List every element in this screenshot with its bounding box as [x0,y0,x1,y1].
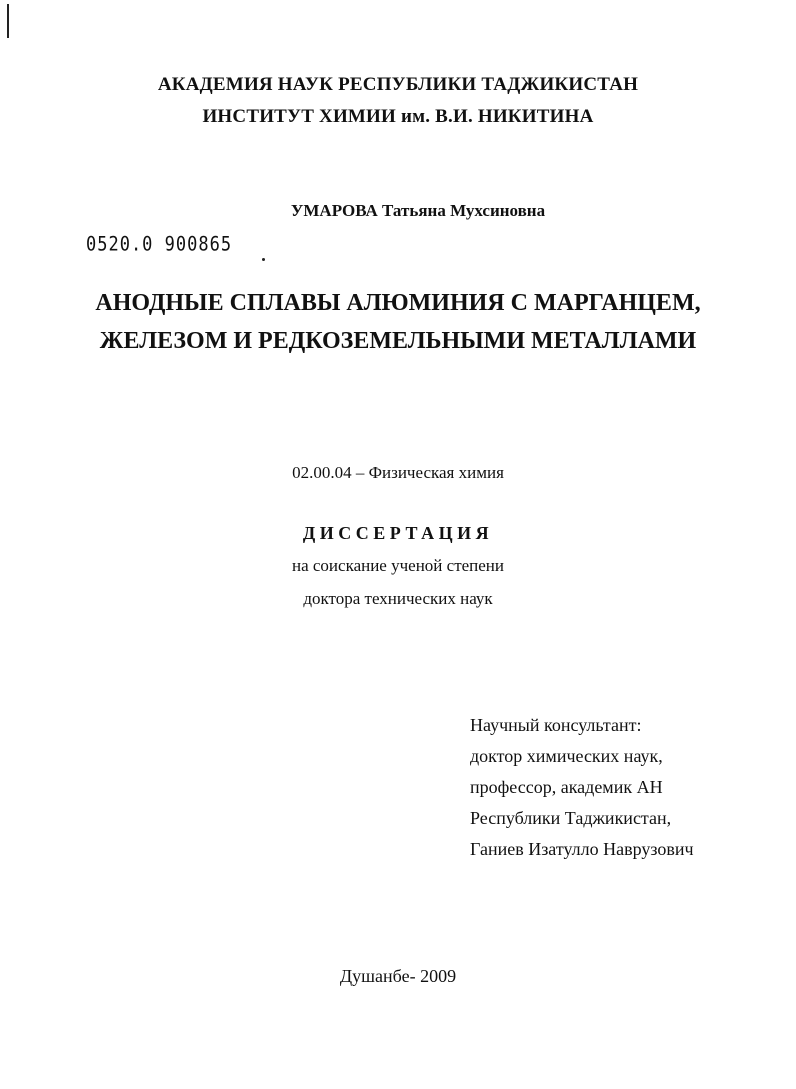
consultant-line: профессор, академик АН [470,777,663,797]
degree-line-2: доктора технических наук [303,589,493,608]
consultant-line: Республики Таджикистан, [470,808,672,828]
scan-edge-mark [7,4,9,38]
thesis-title-line-1: АНОДНЫЕ СПЛАВЫ АЛЮМИНИЯ С МАРГАНЦЕМ, [95,290,701,316]
specialty-code: 02.00.04 – Физическая химия [292,463,504,482]
degree-line-1: на соискание ученой степени [291,556,505,575]
consultant-line: Научный консультант: [470,715,642,735]
catalog-stamp: 0520.0 900865 [86,233,233,256]
thesis-title-line-2: ЖЕЛЕЗОМ И РЕДКОЗЕМЕЛЬНЫМИ МЕТАЛЛАМИ [99,328,697,354]
institute-name: ИНСТИТУТ ХИМИИ им. В.И. НИКИТИНА [202,106,594,127]
city-year: Душанбе- 2009 [339,966,457,986]
academy-name: АКАДЕМИЯ НАУК РЕСПУБЛИКИ ТАДЖИКИСТАН [157,74,639,95]
consultant-line: Ганиев Изатулло Наврузович [470,839,694,859]
author-name: УМАРОВА Татьяна Мухсиновна [290,201,546,220]
consultant-line: доктор химических наук, [470,746,663,766]
scan-dot-mark [262,258,265,261]
document-type: ДИССЕРТАЦИЯ [302,523,494,543]
